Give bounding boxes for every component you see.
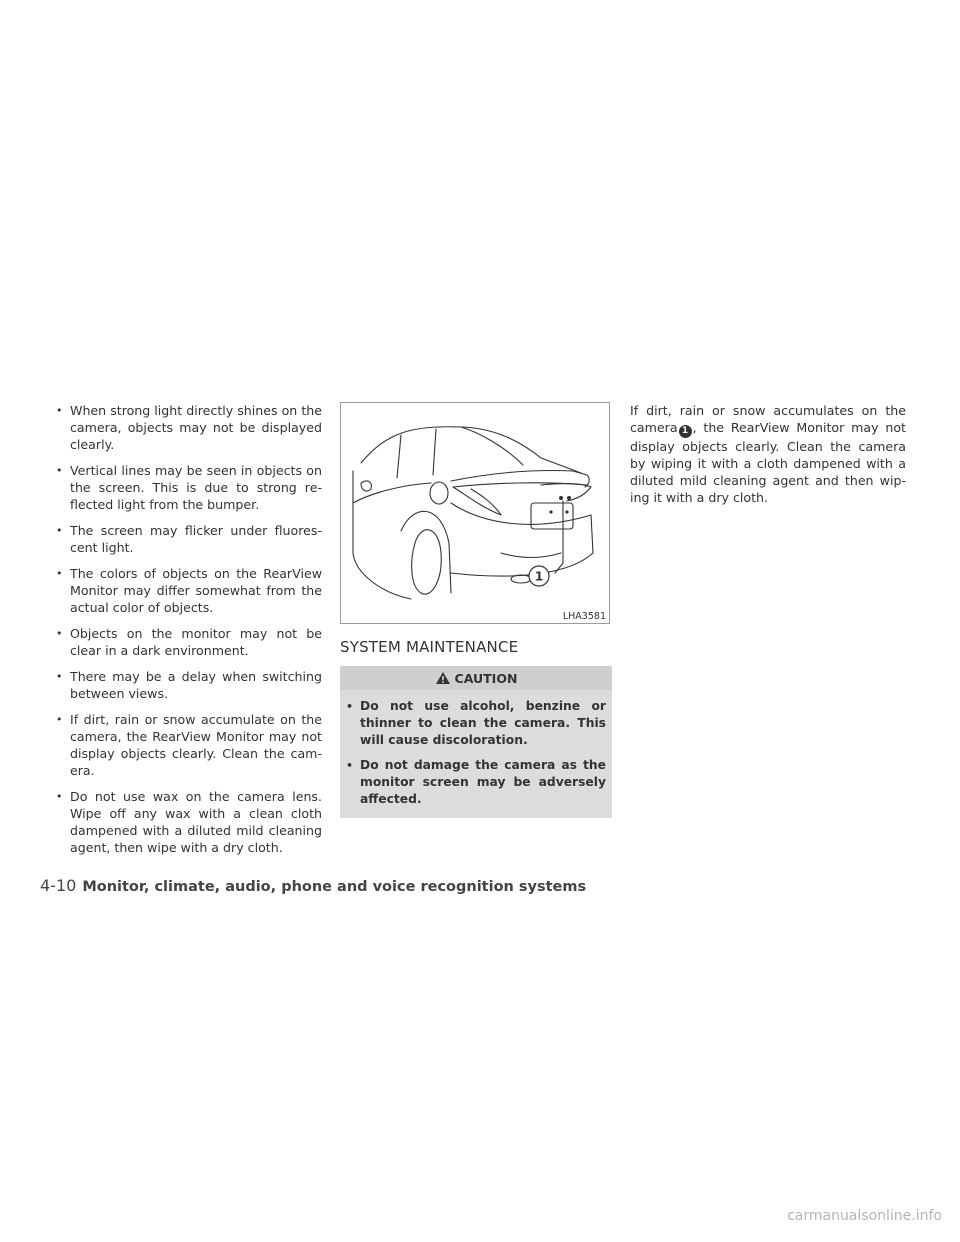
list-item: • Do not damage the camera as the monitor screen may be adversely affected. [346, 757, 606, 808]
callout-number: 1 [534, 569, 544, 584]
page-footer [40, 876, 586, 895]
list-item: • Do not use wax on the camera lens. Wipe off any wax with a clean cloth dampened with a diluted mild cleaning agent, then wipe with a dry cloth. [56, 788, 322, 856]
list-item: • Do not use alcohol, benzine or thinner to clean the camera. This will cause discoloration. [346, 698, 606, 749]
list-item: • The screen may flicker under fluores- cent light. [56, 522, 322, 556]
caution-header [340, 666, 612, 690]
list-item: • When strong light directly shines on the camera, objects may not be displayed clearly. [56, 402, 322, 453]
page-number: 4-10 [40, 876, 77, 895]
figure-code: LHA3581 [562, 611, 606, 622]
watermark: carmanualsonline.info [787, 1208, 942, 1224]
caution-box [340, 666, 612, 818]
list-item: • Vertical lines may be seen in objects on the screen. This is due to strong re- flected light from the bumper. [56, 462, 322, 513]
notes-list [56, 402, 322, 856]
maintenance-paragraph [630, 402, 906, 506]
warning-triangle-icon [435, 671, 451, 685]
caution-body [340, 690, 612, 818]
paragraph-text-end: , the RearView Monitor may not display objects clearly. Clean the camera by wiping it with a cloth dampened with a diluted mild cleaning agent and then wip- ing it with a dry cloth. [630, 420, 906, 505]
middle-column [340, 402, 612, 818]
paragraph-text-start: If dirt, rain or snow accumulates on the camera [630, 403, 906, 435]
callout-badge: 1 [679, 425, 692, 438]
list-item: • Objects on the monitor may not be clear in a dark environment. [56, 625, 322, 659]
left-column [56, 402, 322, 865]
rear-camera-illustration [340, 402, 610, 624]
caution-list [346, 698, 606, 808]
list-item: • The colors of objects on the RearView Monitor may differ somewhat from the actual color of objects. [56, 565, 322, 616]
car-rear-drawing [341, 403, 611, 625]
list-item: • If dirt, rain or snow accumulate on the camera, the RearView Monitor may not display objects clearly. Clean the cam- era. [56, 711, 322, 779]
list-item: • There may be a delay when switching between views. [56, 668, 322, 702]
right-column [630, 402, 906, 506]
caution-heading: CAUTION [454, 670, 518, 686]
chapter-title: Monitor, climate, audio, phone and voice recognition systems [82, 879, 587, 895]
section-title: SYSTEM MAINTENANCE [340, 638, 519, 656]
